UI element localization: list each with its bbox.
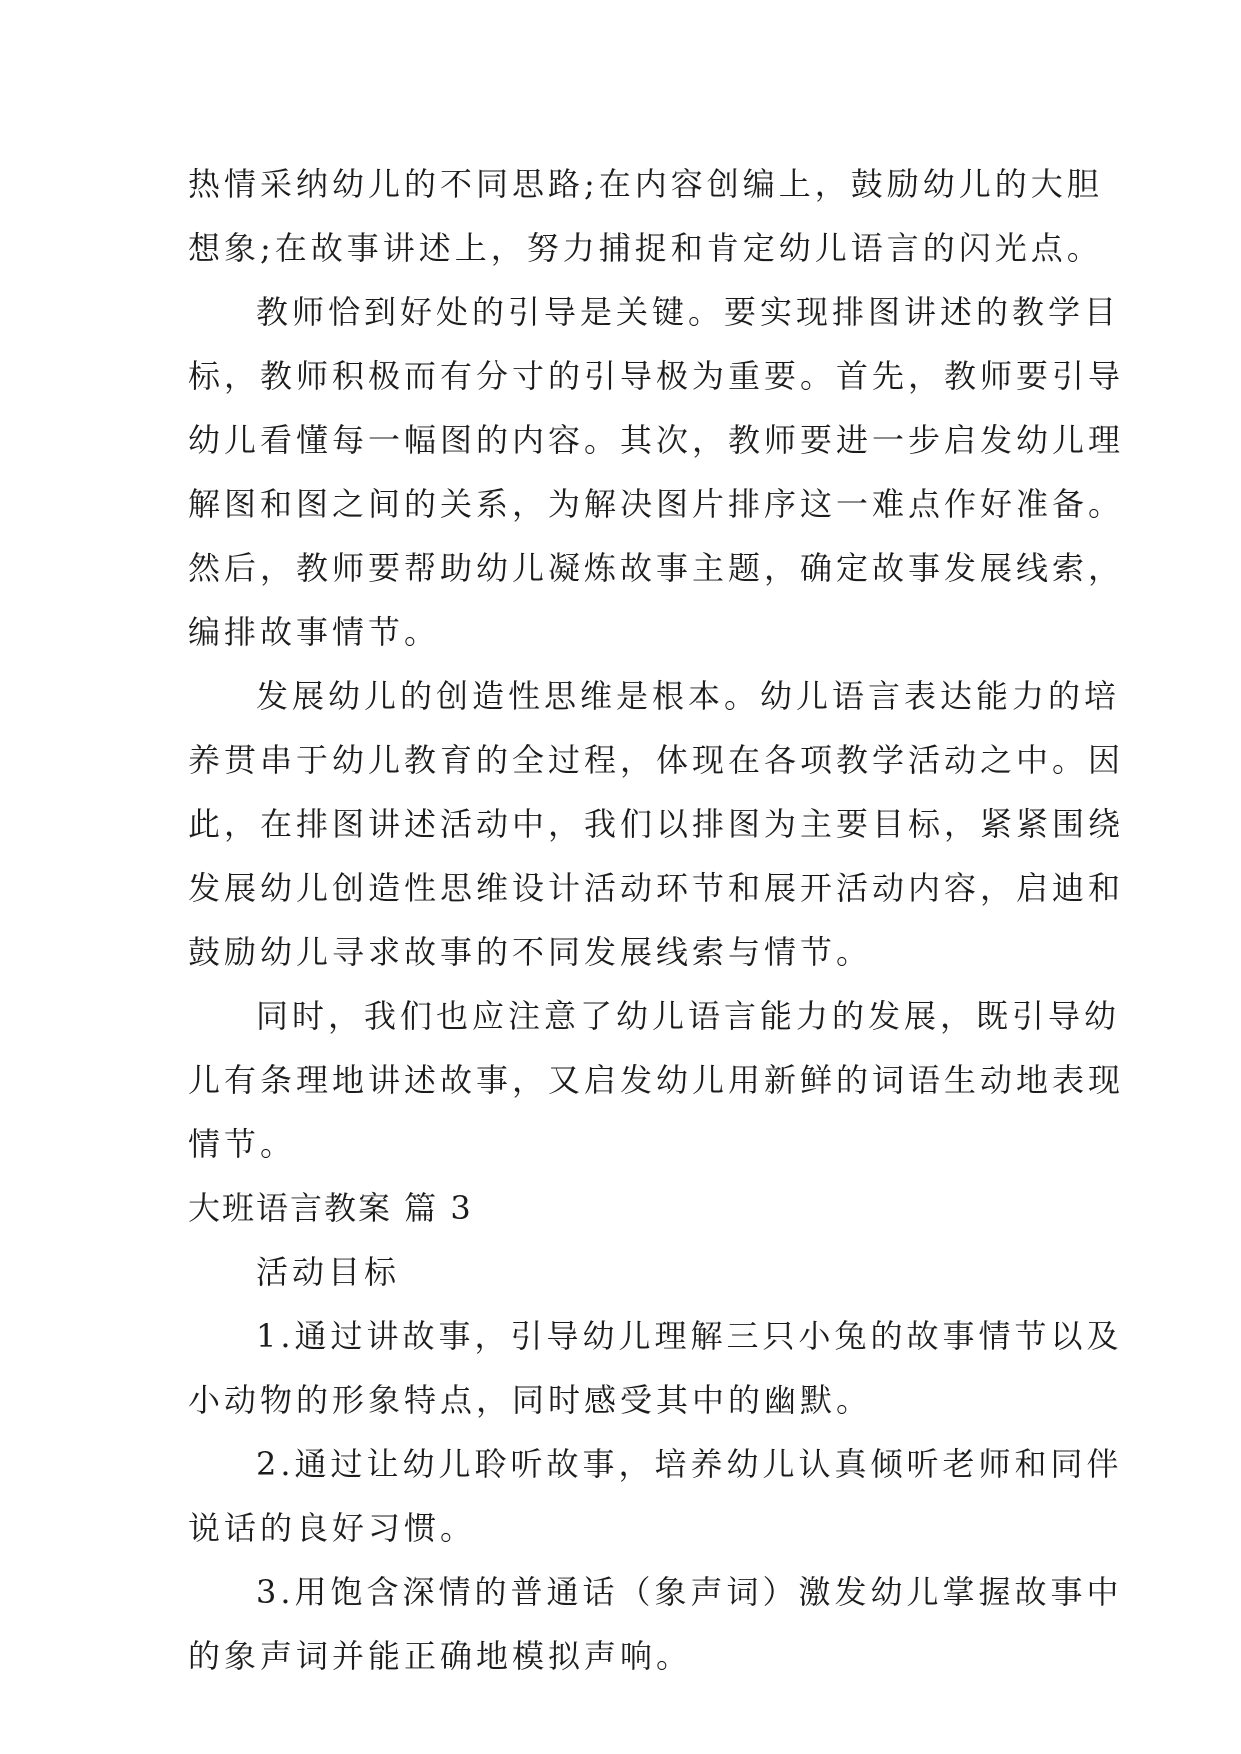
paragraph-line: 教师恰到好处的引导是关键。要实现排图讲述的教学目 (256, 293, 1121, 331)
list-item-line: 小动物的形象特点，同时感受其中的幽默。 (188, 1381, 873, 1419)
list-item-line: 3.用饱含深情的普通话（象声词）激发幼儿掌握故事中 (256, 1573, 1123, 1611)
paragraph-line: 情节。 (188, 1125, 297, 1163)
section-heading: 大班语言教案 篇 3 (188, 1189, 473, 1227)
paragraph-line: 此，在排图讲述活动中，我们以排图为主要目标，紧紧围绕 (188, 805, 1125, 843)
list-item-line: 的象声词并能正确地模拟声响。 (188, 1637, 693, 1675)
document-body (188, 152, 1125, 1688)
paragraph-line: 发展幼儿的创造性思维是根本。幼儿语言表达能力的培 (256, 677, 1121, 715)
subsection-title: 活动目标 (256, 1253, 401, 1291)
paragraph-line: 同时，我们也应注意了幼儿语言能力的发展，既引导幼 (256, 997, 1121, 1035)
list-item-line: 1.通过讲故事，引导幼儿理解三只小兔的故事情节以及 (256, 1317, 1123, 1355)
paragraph-line: 解图和图之间的关系，为解决图片排序这一难点作好准备。 (188, 485, 1125, 523)
paragraph-line: 标，教师积极而有分寸的引导极为重要。首先，教师要引导 (188, 357, 1125, 395)
paragraph-line: 然后，教师要帮助幼儿凝炼故事主题，确定故事发展线索， (188, 549, 1125, 587)
list-item-line: 说话的良好习惯。 (188, 1509, 477, 1547)
paragraph-line: 幼儿看懂每一幅图的内容。其次，教师要进一步启发幼儿理 (188, 421, 1125, 459)
paragraph-line: 想象;在故事讲述上，努力捕捉和肯定幼儿语言的闪光点。 (188, 229, 1103, 267)
paragraph-line: 发展幼儿创造性思维设计活动环节和展开活动内容，启迪和 (188, 869, 1125, 907)
paragraph-line: 儿有条理地讲述故事，又启发幼儿用新鲜的词语生动地表现 (188, 1061, 1125, 1099)
paragraph-line: 编排故事情节。 (188, 613, 441, 651)
paragraph-line: 鼓励幼儿寻求故事的不同发展线索与情节。 (188, 933, 873, 971)
paragraph-line: 养贯串于幼儿教育的全过程，体现在各项教学活动之中。因 (188, 741, 1125, 779)
paragraph-line: 热情采纳幼儿的不同思路;在内容创编上，鼓励幼儿的大胆 (188, 165, 1103, 203)
list-item-line: 2.通过让幼儿聆听故事，培养幼儿认真倾听老师和同伴 (256, 1445, 1123, 1483)
